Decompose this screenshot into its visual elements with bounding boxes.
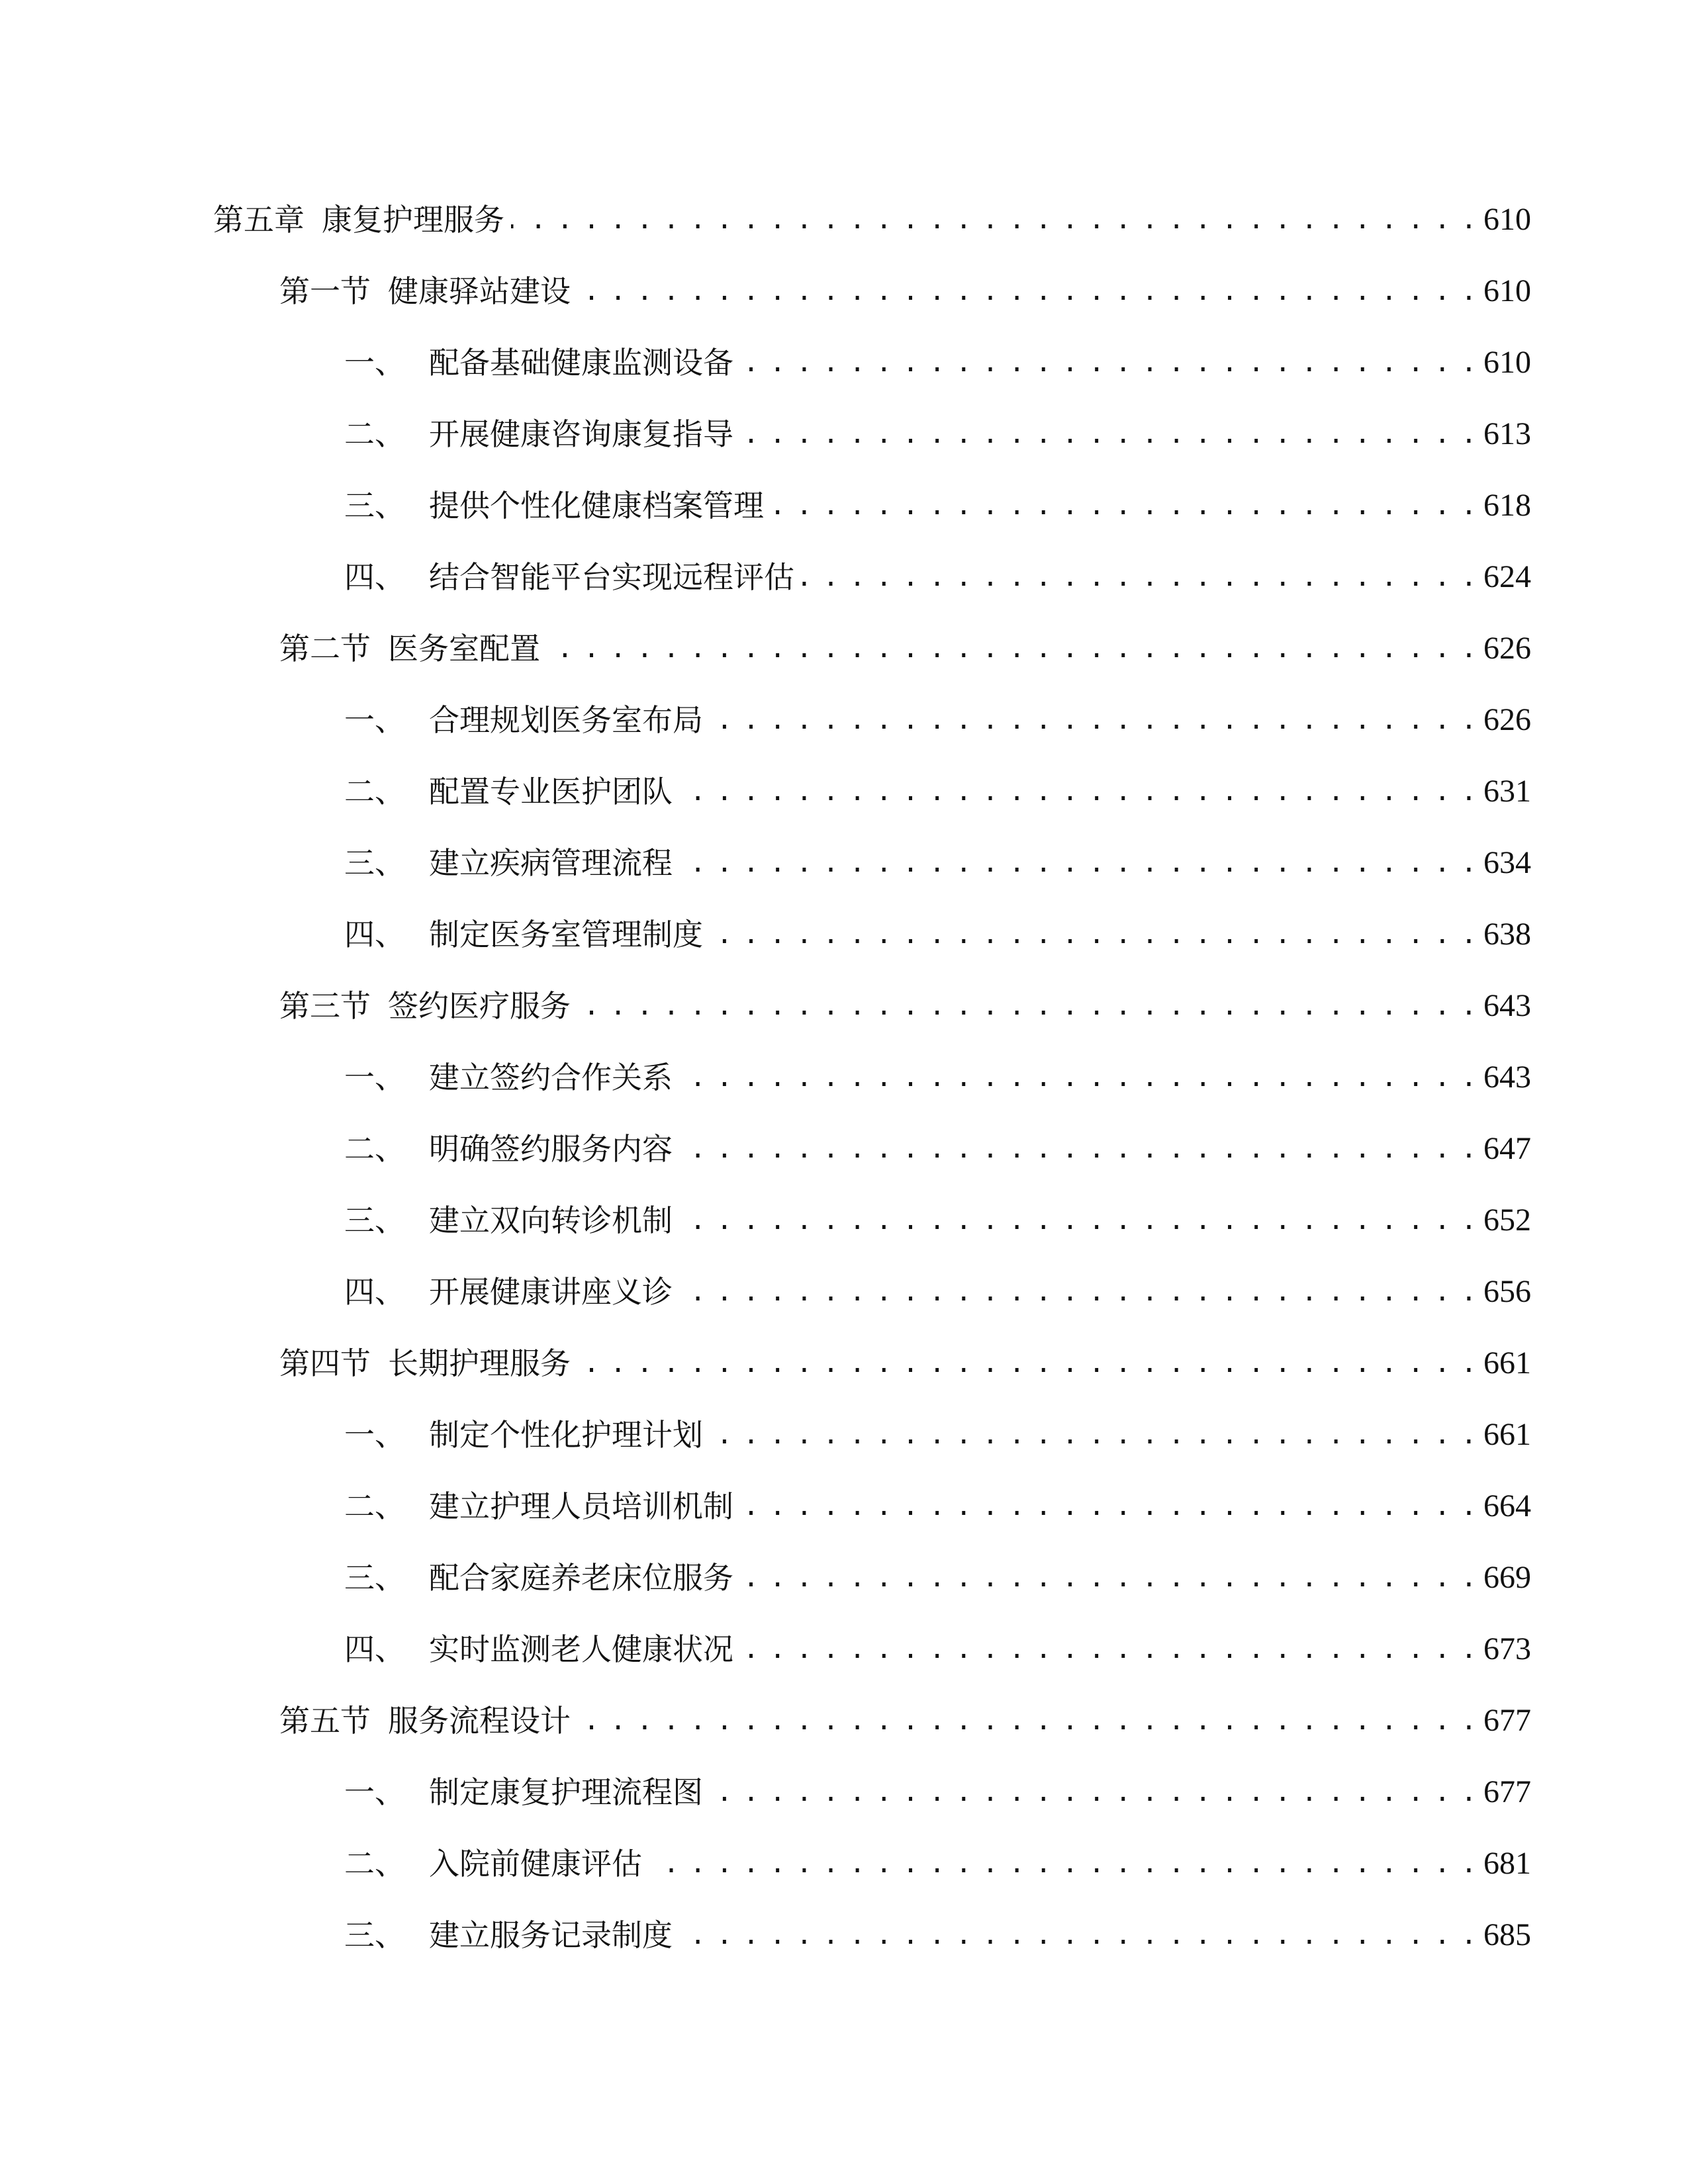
dot-leader (740, 1482, 1474, 1530)
dot-leader (577, 1697, 1474, 1745)
toc-entry-title: 建立双向转诊机制 (429, 1203, 673, 1238)
dot-leader (679, 768, 1474, 815)
toc-entry-number: 二、 (344, 416, 405, 452)
toc-entry-page-number: 669 (1483, 1560, 1531, 1595)
toc-entry-title: 康复护理服务 (322, 202, 504, 238)
toc-entry-subsection[interactable] (344, 410, 1531, 458)
toc-entry-number: 二、 (344, 774, 405, 809)
toc-entry-page-number: 634 (1483, 845, 1531, 880)
toc-entry-number: 第五节 (279, 1703, 371, 1739)
toc-entry-number: 第二节 (279, 631, 371, 666)
toc-entry-subsection[interactable] (344, 482, 1531, 529)
toc-entry-number: 三、 (344, 488, 405, 523)
dot-leader (740, 410, 1474, 458)
toc-entry-number: 三、 (344, 1917, 405, 1953)
toc-entry-subsection[interactable] (344, 768, 1531, 815)
dot-leader (577, 1340, 1474, 1387)
dot-leader (649, 1840, 1474, 1888)
toc-entry-title: 制定康复护理流程图 (429, 1774, 703, 1810)
toc-entry-title: 制定个性化护理计划 (429, 1417, 703, 1453)
toc-entry-number: 四、 (344, 1274, 405, 1310)
toc-entry-page-number: 626 (1483, 702, 1531, 737)
toc-entry-number: 一、 (344, 1417, 405, 1453)
toc-entry-subsection[interactable] (344, 1768, 1531, 1816)
dot-leader (679, 839, 1474, 887)
toc-entry-number: 三、 (344, 1560, 405, 1596)
toc-entry-page-number: 677 (1483, 1774, 1531, 1809)
toc-entry-title: 配置专业医护团队 (429, 774, 673, 809)
dot-leader (771, 482, 1474, 529)
dot-leader (740, 1625, 1474, 1673)
dot-leader (740, 339, 1474, 387)
toc-entry-title: 结合智能平台实现远程评估 (429, 559, 794, 595)
toc-entry-page-number: 661 (1483, 1345, 1531, 1381)
toc-entry-subsection[interactable] (344, 1268, 1531, 1316)
toc-entry-section[interactable] (279, 625, 1531, 672)
toc-entry-subsection[interactable] (344, 1840, 1531, 1888)
toc-entry-subsection[interactable] (344, 911, 1531, 958)
toc-entry-subsection[interactable] (344, 553, 1531, 601)
dot-leader (679, 1197, 1474, 1244)
toc-entry-number: 二、 (344, 1846, 405, 1882)
toc-entry-title: 建立护理人员培训机制 (429, 1488, 733, 1524)
toc-entry-title: 入院前健康评估 (429, 1846, 642, 1882)
toc-entry-number: 第三节 (279, 988, 371, 1024)
toc-entry-subsection[interactable] (344, 1125, 1531, 1173)
toc-entry-title: 健康驿站建设 (388, 273, 571, 309)
toc-entry-number: 第四节 (279, 1345, 371, 1381)
toc-entry-number: 二、 (344, 1131, 405, 1167)
dot-leader (740, 1554, 1474, 1602)
toc-entry-title: 建立服务记录制度 (429, 1917, 673, 1953)
toc-entry-subsection[interactable] (344, 1482, 1531, 1530)
toc-entry-page-number: 673 (1483, 1631, 1531, 1666)
toc-entry-page-number: 656 (1483, 1274, 1531, 1309)
toc-entry-subsection[interactable] (344, 1197, 1531, 1244)
toc-entry-page-number: 643 (1483, 988, 1531, 1023)
toc-entry-subsection[interactable] (344, 1625, 1531, 1673)
toc-entry-page-number: 610 (1483, 273, 1531, 308)
toc-entry-title: 合理规划医务室布局 (429, 702, 703, 738)
toc-entry-section[interactable] (279, 1697, 1531, 1745)
toc-entry-number: 三、 (344, 1203, 405, 1238)
dot-leader (511, 196, 1474, 244)
toc-entry-title: 制定医务室管理制度 (429, 917, 703, 952)
dot-leader (679, 1125, 1474, 1173)
toc-entry-page-number: 631 (1483, 774, 1531, 809)
toc-entry-title: 服务流程设计 (388, 1703, 571, 1739)
toc-entry-subsection[interactable] (344, 839, 1531, 887)
toc-entry-subsection[interactable] (344, 696, 1531, 744)
toc-entry-number: 四、 (344, 1631, 405, 1667)
dot-leader (679, 1054, 1474, 1101)
dot-leader (710, 1411, 1474, 1459)
toc-entry-page-number: 685 (1483, 1917, 1531, 1952)
toc-entry-page-number: 643 (1483, 1060, 1531, 1095)
toc-entry-number: 三、 (344, 845, 405, 881)
toc-entry-page-number: 664 (1483, 1488, 1531, 1524)
toc-entry-title: 提供个性化健康档案管理 (429, 488, 764, 523)
dot-leader (577, 267, 1474, 315)
dot-leader (710, 911, 1474, 958)
toc-entry-page-number: 638 (1483, 917, 1531, 952)
toc-entry-title: 开展健康讲座义诊 (429, 1274, 673, 1310)
toc-entry-chapter[interactable] (213, 196, 1531, 244)
toc-entry-page-number: 661 (1483, 1417, 1531, 1452)
toc-entry-page-number: 610 (1483, 345, 1531, 380)
dot-leader (577, 982, 1474, 1030)
toc-entry-title: 建立疾病管理流程 (429, 845, 673, 881)
toc-entry-page-number: 618 (1483, 488, 1531, 523)
toc-entry-section[interactable] (279, 1340, 1531, 1387)
toc-entry-title: 明确签约服务内容 (429, 1131, 673, 1167)
dot-leader (801, 553, 1474, 601)
toc-entry-number: 一、 (344, 1774, 405, 1810)
toc-entry-section[interactable] (279, 982, 1531, 1030)
toc-entry-number: 第一节 (279, 273, 371, 309)
toc-entry-number: 二、 (344, 1488, 405, 1524)
toc-entry-title: 配备基础健康监测设备 (429, 345, 733, 381)
toc-entry-number: 一、 (344, 1060, 405, 1095)
toc-entry-subsection[interactable] (344, 1411, 1531, 1459)
toc-entry-number: 一、 (344, 702, 405, 738)
dot-leader (710, 696, 1474, 744)
toc-entry-subsection[interactable] (344, 1554, 1531, 1602)
toc-entry-page-number: 647 (1483, 1131, 1531, 1166)
dot-leader (710, 1768, 1474, 1816)
toc-entry-page-number: 677 (1483, 1703, 1531, 1738)
toc-entry-page-number: 652 (1483, 1203, 1531, 1238)
toc-entry-number: 四、 (344, 917, 405, 952)
toc-entry-title: 配合家庭养老床位服务 (429, 1560, 733, 1596)
toc-entry-subsection[interactable] (344, 1911, 1531, 1959)
toc-entry-subsection[interactable] (344, 339, 1531, 387)
toc-entry-number: 一、 (344, 345, 405, 381)
toc-entry-title: 建立签约合作关系 (429, 1060, 673, 1095)
dot-leader (547, 625, 1474, 672)
toc-entry-page-number: 681 (1483, 1846, 1531, 1881)
toc-entry-subsection[interactable] (344, 1054, 1531, 1101)
toc-entry-number: 第五章 (213, 202, 305, 238)
toc-entry-section[interactable] (279, 267, 1531, 315)
toc-entry-title: 签约医疗服务 (388, 988, 571, 1024)
toc-entry-page-number: 626 (1483, 631, 1531, 666)
dot-leader (679, 1911, 1474, 1959)
toc-entry-title: 开展健康咨询康复指导 (429, 416, 733, 452)
toc-entry-title: 实时监测老人健康状况 (429, 1631, 733, 1667)
toc-entry-number: 四、 (344, 559, 405, 595)
toc-entry-page-number: 613 (1483, 416, 1531, 451)
toc-entry-page-number: 624 (1483, 559, 1531, 594)
toc-entry-page-number: 610 (1483, 202, 1531, 237)
dot-leader (679, 1268, 1474, 1316)
toc-entry-title: 医务室配置 (388, 631, 540, 666)
toc-entry-title: 长期护理服务 (388, 1345, 571, 1381)
